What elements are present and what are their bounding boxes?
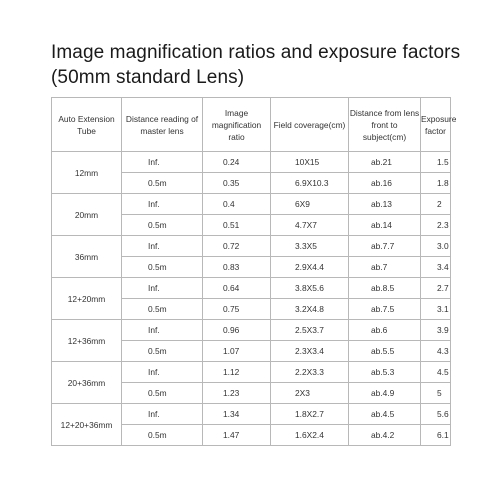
cell-exposure-factor: 1.5 [421, 152, 451, 173]
cell-distance-reading: Inf. [122, 404, 203, 425]
cell-distance-from-lens: ab.7 [349, 257, 421, 278]
cell-exposure-factor: 5.6 [421, 404, 451, 425]
cell-field-coverage: 6X9 [271, 194, 349, 215]
table-row [52, 404, 451, 425]
cell-exposure-factor: 3.1 [421, 299, 451, 320]
header-distance-from-lens: Distance from lens front to subject(cm) [349, 98, 421, 152]
cell-magnification-ratio: 1.23 [203, 383, 271, 404]
cell-exposure-factor: 6.1 [421, 425, 451, 446]
cell-exposure-factor: 2 [421, 194, 451, 215]
cell-distance-reading: 0.5m [122, 383, 203, 404]
table-row [52, 236, 451, 257]
cell-extension-tube: 12+20+36mm [52, 404, 122, 446]
cell-distance-from-lens: ab.6 [349, 320, 421, 341]
cell-distance-from-lens: ab.14 [349, 215, 421, 236]
cell-distance-reading: Inf. [122, 320, 203, 341]
header-auto-extension-tube: Auto Extension Tube [52, 98, 122, 152]
cell-extension-tube: 36mm [52, 236, 122, 278]
cell-magnification-ratio: 1.07 [203, 341, 271, 362]
cell-distance-reading: 0.5m [122, 299, 203, 320]
cell-magnification-ratio: 1.34 [203, 404, 271, 425]
cell-exposure-factor: 4.5 [421, 362, 451, 383]
cell-field-coverage: 3.2X4.8 [271, 299, 349, 320]
cell-field-coverage: 3.3X5 [271, 236, 349, 257]
cell-distance-reading: 0.5m [122, 215, 203, 236]
title-line-1: Image magnification ratios and exposure factors [51, 42, 461, 63]
table-row [52, 152, 451, 173]
table-row [52, 320, 451, 341]
cell-distance-from-lens: ab.7.5 [349, 299, 421, 320]
cell-magnification-ratio: 0.83 [203, 257, 271, 278]
table-row [52, 194, 451, 215]
cell-exposure-factor: 5 [421, 383, 451, 404]
cell-extension-tube: 12mm [52, 152, 122, 194]
cell-field-coverage: 4.7X7 [271, 215, 349, 236]
cell-extension-tube: 12+20mm [52, 278, 122, 320]
cell-distance-reading: Inf. [122, 278, 203, 299]
cell-distance-from-lens: ab.5.3 [349, 362, 421, 383]
cell-distance-from-lens: ab.4.5 [349, 404, 421, 425]
table-header-row [52, 98, 451, 152]
cell-magnification-ratio: 0.35 [203, 173, 271, 194]
cell-extension-tube: 20mm [52, 194, 122, 236]
cell-field-coverage: 2.5X3.7 [271, 320, 349, 341]
cell-field-coverage: 2.9X4.4 [271, 257, 349, 278]
cell-magnification-ratio: 0.72 [203, 236, 271, 257]
cell-distance-reading: Inf. [122, 152, 203, 173]
cell-magnification-ratio: 0.51 [203, 215, 271, 236]
cell-magnification-ratio: 1.47 [203, 425, 271, 446]
cell-exposure-factor: 3.0 [421, 236, 451, 257]
cell-distance-from-lens: ab.13 [349, 194, 421, 215]
table-body [52, 152, 451, 446]
cell-magnification-ratio: 0.64 [203, 278, 271, 299]
cell-distance-from-lens: ab.7.7 [349, 236, 421, 257]
cell-field-coverage: 1.6X2.4 [271, 425, 349, 446]
cell-distance-from-lens: ab.21 [349, 152, 421, 173]
magnification-table [51, 97, 457, 446]
cell-distance-reading: Inf. [122, 236, 203, 257]
cell-magnification-ratio: 1.12 [203, 362, 271, 383]
cell-distance-reading: 0.5m [122, 173, 203, 194]
header-magnification-ratio: Image magnification ratio [203, 98, 271, 152]
table-row [52, 362, 451, 383]
cell-exposure-factor: 3.4 [421, 257, 451, 278]
cell-magnification-ratio: 0.75 [203, 299, 271, 320]
page-title [51, 40, 491, 90]
cell-distance-from-lens: ab.4.2 [349, 425, 421, 446]
cell-exposure-factor: 3.9 [421, 320, 451, 341]
header-field-coverage: Field coverage(cm) [271, 98, 349, 152]
title-line-2: (50mm standard Lens) [51, 67, 245, 88]
cell-magnification-ratio: 0.24 [203, 152, 271, 173]
cell-distance-from-lens: ab.16 [349, 173, 421, 194]
header-distance-reading: Distance reading of master lens [122, 98, 203, 152]
cell-distance-reading: 0.5m [122, 257, 203, 278]
cell-exposure-factor: 2.3 [421, 215, 451, 236]
cell-extension-tube: 12+36mm [52, 320, 122, 362]
cell-distance-reading: 0.5m [122, 341, 203, 362]
cell-distance-reading: 0.5m [122, 425, 203, 446]
cell-field-coverage: 1.8X2.7 [271, 404, 349, 425]
cell-distance-reading: Inf. [122, 362, 203, 383]
cell-exposure-factor: 2.7 [421, 278, 451, 299]
cell-distance-from-lens: ab.5.5 [349, 341, 421, 362]
cell-exposure-factor: 1.8 [421, 173, 451, 194]
cell-field-coverage: 2.2X3.3 [271, 362, 349, 383]
cell-extension-tube: 20+36mm [52, 362, 122, 404]
cell-field-coverage: 2X3 [271, 383, 349, 404]
table-row [52, 278, 451, 299]
header-exposure-factor: Exposure factor [421, 98, 451, 152]
cell-magnification-ratio: 0.4 [203, 194, 271, 215]
cell-field-coverage: 6.9X10.3 [271, 173, 349, 194]
cell-field-coverage: 2.3X3.4 [271, 341, 349, 362]
cell-exposure-factor: 4.3 [421, 341, 451, 362]
cell-distance-reading: Inf. [122, 194, 203, 215]
cell-magnification-ratio: 0.96 [203, 320, 271, 341]
cell-field-coverage: 3.8X5.6 [271, 278, 349, 299]
table-header [52, 98, 457, 152]
cell-distance-from-lens: ab.4.9 [349, 383, 421, 404]
cell-field-coverage: 10X15 [271, 152, 349, 173]
cell-distance-from-lens: ab.8.5 [349, 278, 421, 299]
